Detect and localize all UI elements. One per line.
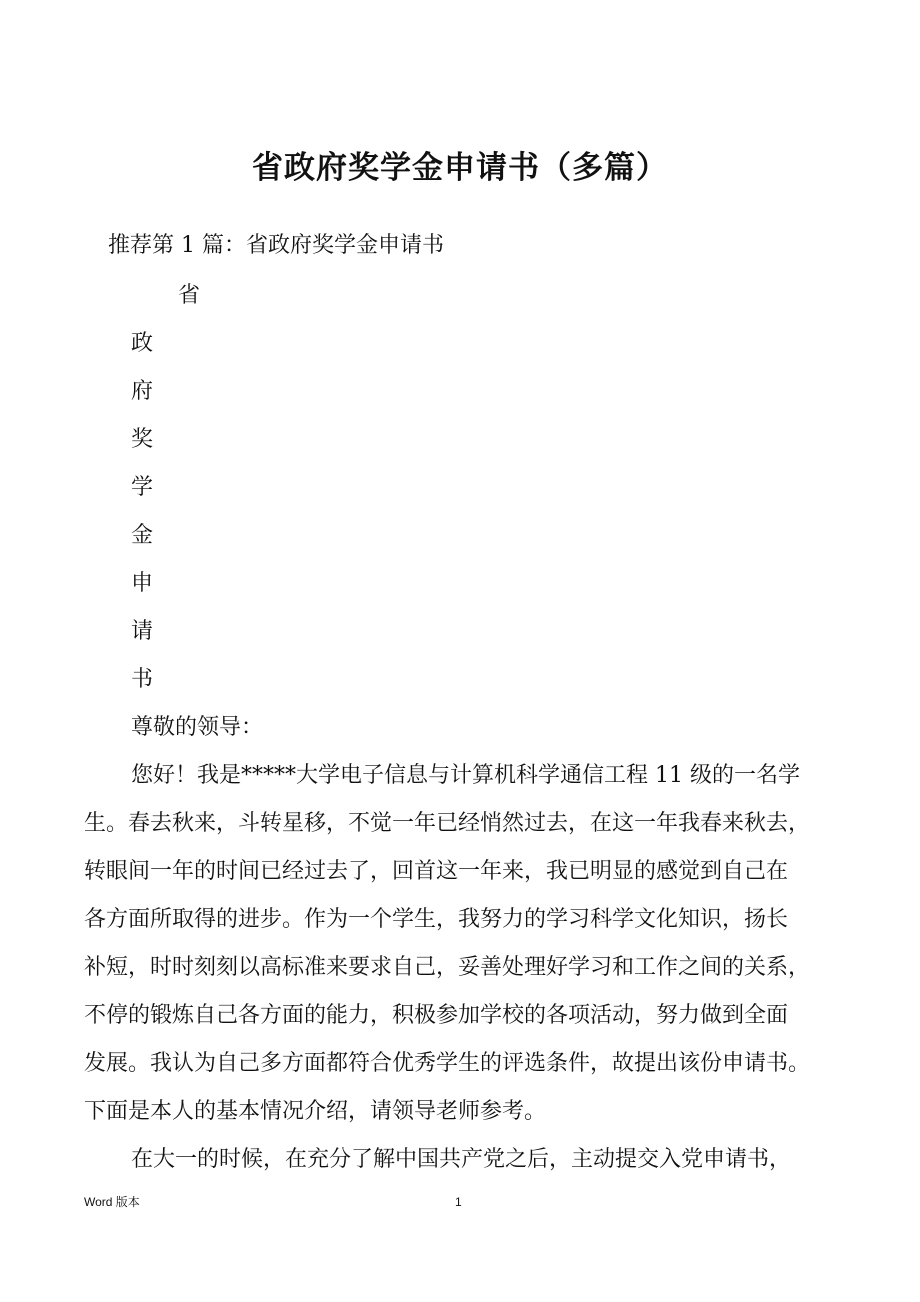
paragraph-line: 发展。我认为自己多方面都符合优秀学生的评选条件，故提出该份申请书。 — [84, 1051, 811, 1076]
paragraph-line: 各方面所取得的进步。作为一个学生，我努力的学习科学文化知识，扬长 — [84, 907, 789, 932]
vertical-title-char: 书 — [131, 667, 154, 692]
vertical-title-char: 学 — [131, 475, 154, 500]
paragraph-line: 您好！我是*****大学电子信息与计算机科学通信工程 11 级的一名学 — [131, 763, 800, 788]
paragraph-line: 下面是本人的基本情况介绍，请领导老师参考。 — [84, 1099, 547, 1124]
article-subtitle: 推荐第 1 篇：省政府奖学金申请书 — [108, 233, 444, 258]
document-title: 省政府奖学金申请书（多篇） — [252, 150, 668, 186]
paragraph-line: 转眼间一年的时间已经过去了，回首这一年来，我已明显的感觉到自己在 — [84, 859, 789, 884]
vertical-title-char: 申 — [131, 571, 154, 596]
vertical-title-char: 政 — [131, 331, 154, 356]
vertical-title-char: 府 — [131, 379, 154, 404]
vertical-title-char: 省 — [178, 283, 201, 308]
paragraph-line: 补短，时时刻刻以高标准来要求自己，妥善处理好学习和工作之间的关系， — [84, 955, 811, 980]
salutation: 尊敬的领导： — [131, 715, 264, 740]
paragraph-line: 在大一的时候，在充分了解中国共产党之后，主动提交入党申请书， — [131, 1147, 792, 1172]
vertical-title-char: 奖 — [131, 427, 154, 452]
paragraph-line: 生。春去秋来，斗转星移，不觉一年已经悄然过去，在这一年我春来秋去， — [84, 811, 811, 836]
page-number: 1 — [455, 1195, 462, 1209]
vertical-title-char: 金 — [131, 523, 154, 548]
footer-label: Word 版本 — [84, 1195, 140, 1209]
paragraph-line: 不停的锻炼自己各方面的能力，积极参加学校的各项活动，努力做到全面 — [84, 1003, 789, 1028]
vertical-title-char: 请 — [131, 619, 154, 644]
